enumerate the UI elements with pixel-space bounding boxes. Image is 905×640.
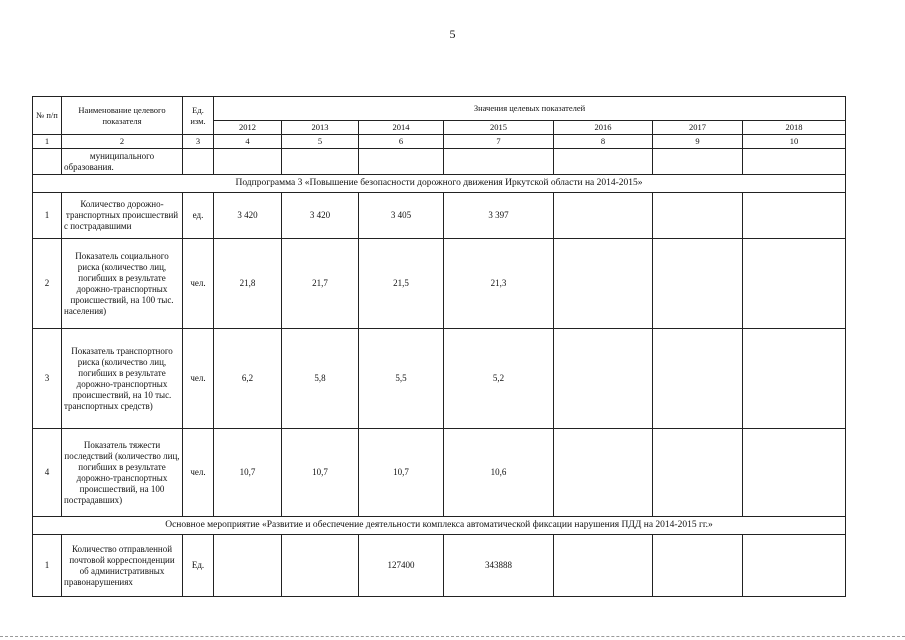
value-cell bbox=[282, 149, 359, 175]
value-cell: 21,5 bbox=[359, 239, 444, 329]
continuation-row bbox=[33, 149, 846, 175]
page-bottom-border bbox=[0, 636, 905, 637]
num-cell bbox=[33, 149, 62, 175]
value-cell: 10,7 bbox=[282, 429, 359, 517]
table-row bbox=[33, 239, 846, 329]
value-cell bbox=[653, 329, 743, 429]
value-cell bbox=[554, 429, 653, 517]
year-cell: 2013 bbox=[282, 121, 359, 135]
value-cell: 343888 bbox=[444, 535, 554, 597]
col-number-cell: 2 bbox=[62, 135, 183, 149]
value-cell: 3 397 bbox=[444, 193, 554, 239]
year-cell: 2014 bbox=[359, 121, 444, 135]
value-cell: 5,5 bbox=[359, 329, 444, 429]
value-cell bbox=[743, 239, 846, 329]
indicator-name: Количество отправленной почтовой корреспонденции об административных правонарушениях bbox=[62, 535, 183, 597]
col-number-cell: 9 bbox=[653, 135, 743, 149]
column-number-row bbox=[33, 135, 846, 149]
col-number-cell: 1 bbox=[33, 135, 62, 149]
value-cell: 10,7 bbox=[359, 429, 444, 517]
year-cell: 2016 bbox=[554, 121, 653, 135]
header-unit: Ед. изм. bbox=[183, 97, 214, 135]
value-cell: 6,2 bbox=[214, 329, 282, 429]
value-cell: 3 420 bbox=[214, 193, 282, 239]
page-number: 5 bbox=[449, 27, 456, 41]
indicator-name: муниципального образования. bbox=[62, 149, 183, 175]
value-cell: 5,8 bbox=[282, 329, 359, 429]
value-cell bbox=[554, 193, 653, 239]
table-row bbox=[33, 535, 846, 597]
indicator-name: Показатель транспортного риска (количество лиц, погибших в результате дорожно-транспортных происшествий, на 10 тыс. транспортных средств) bbox=[62, 329, 183, 429]
year-cell: 2018 bbox=[743, 121, 846, 135]
unit-cell: чел. bbox=[183, 239, 214, 329]
num-cell: 3 bbox=[33, 329, 62, 429]
unit-cell bbox=[183, 149, 214, 175]
value-cell bbox=[554, 535, 653, 597]
target-indicators-table bbox=[32, 96, 846, 597]
value-cell: 5,2 bbox=[444, 329, 554, 429]
table-row bbox=[33, 329, 846, 429]
unit-cell: ед. bbox=[183, 193, 214, 239]
value-cell: 127400 bbox=[359, 535, 444, 597]
value-cell: 10,7 bbox=[214, 429, 282, 517]
value-cell bbox=[554, 149, 653, 175]
value-cell bbox=[214, 149, 282, 175]
value-cell bbox=[653, 535, 743, 597]
value-cell bbox=[653, 239, 743, 329]
value-cell bbox=[653, 429, 743, 517]
year-cell: 2015 bbox=[444, 121, 554, 135]
value-cell bbox=[743, 429, 846, 517]
unit-cell: Ед. bbox=[183, 535, 214, 597]
col-number-cell: 3 bbox=[183, 135, 214, 149]
num-cell: 1 bbox=[33, 535, 62, 597]
col-number-cell: 4 bbox=[214, 135, 282, 149]
value-cell: 21,3 bbox=[444, 239, 554, 329]
value-cell bbox=[359, 149, 444, 175]
unit-cell: чел. bbox=[183, 429, 214, 517]
table-row bbox=[33, 193, 846, 239]
header-row bbox=[33, 97, 846, 121]
col-number-cell: 7 bbox=[444, 135, 554, 149]
value-cell bbox=[743, 535, 846, 597]
num-cell: 2 bbox=[33, 239, 62, 329]
value-cell bbox=[743, 149, 846, 175]
indicator-name: Количество дорожно-транспортных происшествий с пострадавшими bbox=[62, 193, 183, 239]
year-cell: 2012 bbox=[214, 121, 282, 135]
value-cell bbox=[653, 149, 743, 175]
header-values-title: Значения целевых показателей bbox=[214, 97, 846, 121]
col-number-cell: 5 bbox=[282, 135, 359, 149]
value-cell bbox=[554, 329, 653, 429]
value-cell: 10,6 bbox=[444, 429, 554, 517]
value-cell bbox=[653, 193, 743, 239]
section-title: Основное мероприятие «Развитие и обеспечение деятельности комплекса автоматической фиксации нарушения ПДД на 2014-2015 гг.» bbox=[33, 517, 846, 535]
section-row bbox=[33, 517, 846, 535]
table-row bbox=[33, 429, 846, 517]
year-cell: 2017 bbox=[653, 121, 743, 135]
value-cell bbox=[743, 193, 846, 239]
col-number-cell: 8 bbox=[554, 135, 653, 149]
value-cell bbox=[214, 535, 282, 597]
value-cell: 21,7 bbox=[282, 239, 359, 329]
num-cell: 1 bbox=[33, 193, 62, 239]
value-cell bbox=[743, 329, 846, 429]
section-row bbox=[33, 175, 846, 193]
value-cell: 21,8 bbox=[214, 239, 282, 329]
col-number-cell: 10 bbox=[743, 135, 846, 149]
value-cell: 3 405 bbox=[359, 193, 444, 239]
header-name: Наименование целевого показателя bbox=[62, 97, 183, 135]
value-cell: 3 420 bbox=[282, 193, 359, 239]
section-title: Подпрограмма 3 «Повышение безопасности дорожного движения Иркутской области на 2014-2015» bbox=[33, 175, 846, 193]
col-number-cell: 6 bbox=[359, 135, 444, 149]
value-cell bbox=[282, 535, 359, 597]
num-cell: 4 bbox=[33, 429, 62, 517]
indicator-name: Показатель тяжести последствий (количество лиц, погибших в результате дорожно-транспортных происшествий, на 100 пострадавших) bbox=[62, 429, 183, 517]
value-cell bbox=[554, 239, 653, 329]
value-cell bbox=[444, 149, 554, 175]
indicator-name: Показатель социального риска (количество лиц, погибших в результате дорожно-транспортных происшествий, на 100 тыс. населения) bbox=[62, 239, 183, 329]
header-num: № п/п bbox=[33, 97, 62, 135]
unit-cell: чел. bbox=[183, 329, 214, 429]
